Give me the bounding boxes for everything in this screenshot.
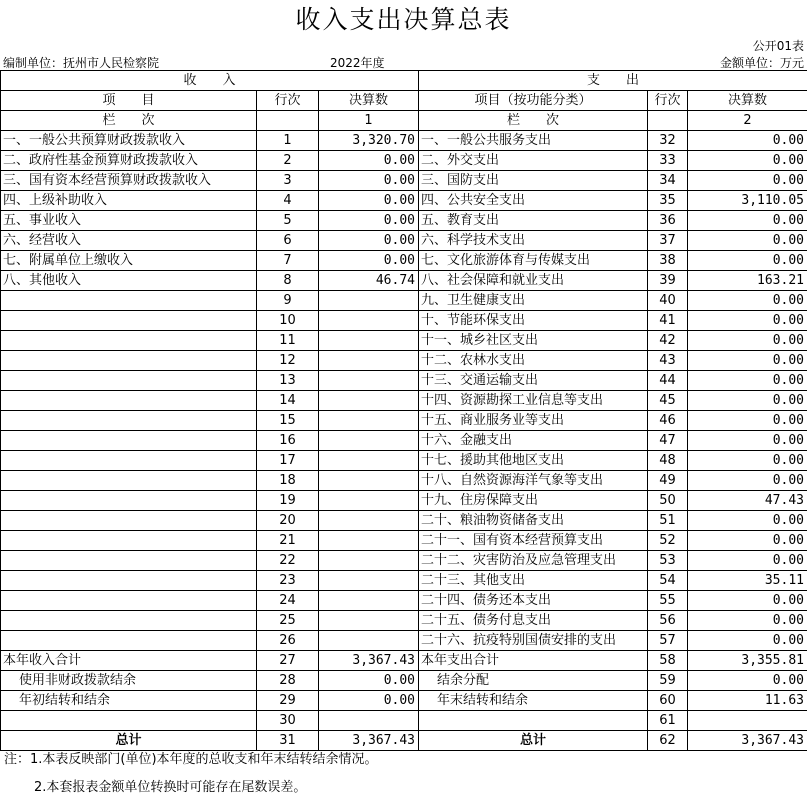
income-amount bbox=[319, 631, 419, 651]
income-line-no: 7 bbox=[257, 251, 319, 271]
income-item-name bbox=[1, 371, 257, 391]
expense-line-no: 35 bbox=[648, 191, 688, 211]
income-amount: 0.00 bbox=[319, 671, 419, 691]
income-amount bbox=[319, 291, 419, 311]
income-item-name bbox=[1, 431, 257, 451]
income-amount bbox=[319, 471, 419, 491]
expense-amount: 3,110.05 bbox=[688, 191, 807, 211]
expense-line-no: 46 bbox=[648, 411, 688, 431]
expense-line-no: 44 bbox=[648, 371, 688, 391]
income-line-no: 3 bbox=[257, 171, 319, 191]
income-amount bbox=[319, 391, 419, 411]
expense-item-name: 十一、城乡社区支出 bbox=[419, 331, 648, 351]
income-line-no: 17 bbox=[257, 451, 319, 471]
expense-amount: 0.00 bbox=[688, 331, 807, 351]
income-amount: 0.00 bbox=[319, 171, 419, 191]
expense-line-no: 49 bbox=[648, 471, 688, 491]
expense-item-name: 二十三、其他支出 bbox=[419, 571, 648, 591]
income-item-name bbox=[1, 591, 257, 611]
table-row bbox=[1, 631, 807, 651]
table-row bbox=[1, 651, 807, 671]
income-amount: 0.00 bbox=[319, 191, 419, 211]
expense-item-name: 五、教育支出 bbox=[419, 211, 648, 231]
income-item-name bbox=[1, 311, 257, 331]
table-row bbox=[1, 591, 807, 611]
income-line-no: 28 bbox=[257, 671, 319, 691]
expense-line-no: 39 bbox=[648, 271, 688, 291]
expense-line-no: 48 bbox=[648, 451, 688, 471]
income-amount bbox=[319, 511, 419, 531]
expense-line-no: 57 bbox=[648, 631, 688, 651]
income-amount bbox=[319, 451, 419, 471]
col-header-amount: 决算数 bbox=[319, 91, 419, 111]
income-item-name bbox=[1, 411, 257, 431]
expense-item-name: 二十五、债务付息支出 bbox=[419, 611, 648, 631]
col-header-line: 行次 bbox=[257, 91, 319, 111]
expense-amount: 0.00 bbox=[688, 511, 807, 531]
table-row bbox=[1, 691, 807, 711]
expense-line-no: 34 bbox=[648, 171, 688, 191]
income-amount: 0.00 bbox=[319, 211, 419, 231]
col-header-amount-2: 决算数 bbox=[688, 91, 807, 111]
expense-line-no: 53 bbox=[648, 551, 688, 571]
income-item-name: 七、附属单位上缴收入 bbox=[1, 251, 257, 271]
table-row bbox=[1, 731, 807, 751]
table-row bbox=[1, 491, 807, 511]
expense-item-name: 十二、农林水支出 bbox=[419, 351, 648, 371]
income-amount bbox=[319, 531, 419, 551]
expense-line-no: 61 bbox=[648, 711, 688, 731]
income-item-name bbox=[1, 551, 257, 571]
lanci-left: 1 bbox=[319, 111, 419, 131]
income-item-name: 八、其他收入 bbox=[1, 271, 257, 291]
income-amount bbox=[319, 551, 419, 571]
expense-line-no: 54 bbox=[648, 571, 688, 591]
table-row bbox=[1, 171, 807, 191]
expense-amount: 0.00 bbox=[688, 171, 807, 191]
income-item-name: 四、上级补助收入 bbox=[1, 191, 257, 211]
expense-item-name: 年末结转和结余 bbox=[419, 691, 648, 711]
income-amount: 3,367.43 bbox=[319, 731, 419, 751]
expense-item-name: 十九、住房保障支出 bbox=[419, 491, 648, 511]
income-item-name bbox=[1, 351, 257, 371]
expense-line-no: 62 bbox=[648, 731, 688, 751]
table-row bbox=[1, 671, 807, 691]
column-index-row bbox=[1, 111, 807, 131]
note-2: 2.本套报表金额单位转换时可能存在尾数误差。 bbox=[34, 780, 307, 795]
expense-amount: 0.00 bbox=[688, 451, 807, 471]
expense-item-name: 十五、商业服务业等支出 bbox=[419, 411, 648, 431]
expense-amount: 163.21 bbox=[688, 271, 807, 291]
income-amount bbox=[319, 371, 419, 391]
expense-item-name: 本年支出合计 bbox=[419, 651, 648, 671]
table-row bbox=[1, 231, 807, 251]
income-line-no: 30 bbox=[257, 711, 319, 731]
expense-item-name: 九、卫生健康支出 bbox=[419, 291, 648, 311]
income-item-name bbox=[1, 471, 257, 491]
income-amount bbox=[319, 491, 419, 511]
income-amount bbox=[319, 571, 419, 591]
income-line-no: 19 bbox=[257, 491, 319, 511]
column-header-row bbox=[1, 91, 807, 111]
expense-item-name: 六、科学技术支出 bbox=[419, 231, 648, 251]
table-row bbox=[1, 211, 807, 231]
expense-amount: 0.00 bbox=[688, 551, 807, 571]
income-line-no: 8 bbox=[257, 271, 319, 291]
income-line-no: 29 bbox=[257, 691, 319, 711]
expense-amount: 0.00 bbox=[688, 431, 807, 451]
expense-amount: 3,355.81 bbox=[688, 651, 807, 671]
income-amount bbox=[319, 711, 419, 731]
income-item-name: 一、一般公共预算财政拨款收入 bbox=[1, 131, 257, 151]
income-line-no: 23 bbox=[257, 571, 319, 591]
income-line-no: 14 bbox=[257, 391, 319, 411]
income-line-no: 25 bbox=[257, 611, 319, 631]
expense-line-no: 43 bbox=[648, 351, 688, 371]
expense-line-no: 50 bbox=[648, 491, 688, 511]
expense-item-name: 十四、资源勘探工业信息等支出 bbox=[419, 391, 648, 411]
expense-line-no: 40 bbox=[648, 291, 688, 311]
expense-line-no: 52 bbox=[648, 531, 688, 551]
table-row bbox=[1, 371, 807, 391]
expense-line-no: 37 bbox=[648, 231, 688, 251]
income-amount: 0.00 bbox=[319, 251, 419, 271]
expense-line-no: 33 bbox=[648, 151, 688, 171]
income-item-name: 使用非财政拨款结余 bbox=[1, 671, 257, 691]
income-amount: 3,367.43 bbox=[319, 651, 419, 671]
empty-cell bbox=[257, 111, 319, 131]
income-line-no: 20 bbox=[257, 511, 319, 531]
expense-amount: 0.00 bbox=[688, 411, 807, 431]
income-line-no: 31 bbox=[257, 731, 319, 751]
table-row bbox=[1, 571, 807, 591]
table-row bbox=[1, 271, 807, 291]
income-line-no: 10 bbox=[257, 311, 319, 331]
expense-item-name: 三、国防支出 bbox=[419, 171, 648, 191]
note-1: 注：1.本表反映部门(单位)本年度的总收支和年末结转结余情况。 bbox=[4, 752, 378, 767]
expense-line-no: 59 bbox=[648, 671, 688, 691]
table-row bbox=[1, 391, 807, 411]
expense-amount: 0.00 bbox=[688, 131, 807, 151]
expense-item-name: 二十、粮油物资储备支出 bbox=[419, 511, 648, 531]
expense-amount: 0.00 bbox=[688, 231, 807, 251]
expense-amount: 0.00 bbox=[688, 291, 807, 311]
income-amount bbox=[319, 351, 419, 371]
table-row bbox=[1, 331, 807, 351]
income-line-no: 5 bbox=[257, 211, 319, 231]
expense-item-name: 二十四、债务还本支出 bbox=[419, 591, 648, 611]
income-amount: 0.00 bbox=[319, 231, 419, 251]
income-line-no: 2 bbox=[257, 151, 319, 171]
income-line-no: 27 bbox=[257, 651, 319, 671]
expense-amount: 35.11 bbox=[688, 571, 807, 591]
section-header-row bbox=[1, 71, 807, 91]
expense-amount: 0.00 bbox=[688, 471, 807, 491]
col-header-item: 项 目 bbox=[1, 91, 257, 111]
expense-item-name: 总计 bbox=[419, 731, 648, 751]
income-item-name bbox=[1, 571, 257, 591]
income-section-header: 收 入 bbox=[1, 71, 419, 91]
income-item-name bbox=[1, 631, 257, 651]
report-year: 2022年度 bbox=[330, 56, 385, 70]
table-row bbox=[1, 291, 807, 311]
income-line-no: 21 bbox=[257, 531, 319, 551]
expense-item-name: 二、外交支出 bbox=[419, 151, 648, 171]
table-row bbox=[1, 471, 807, 491]
income-amount: 0.00 bbox=[319, 691, 419, 711]
lanci-label-2: 栏 次 bbox=[419, 111, 648, 131]
table-row bbox=[1, 711, 807, 731]
col-header-line-2: 行次 bbox=[648, 91, 688, 111]
income-item-name: 总计 bbox=[1, 731, 257, 751]
table-row bbox=[1, 551, 807, 571]
table-row bbox=[1, 151, 807, 171]
expense-line-no: 51 bbox=[648, 511, 688, 531]
expense-line-no: 38 bbox=[648, 251, 688, 271]
expense-amount: 0.00 bbox=[688, 151, 807, 171]
income-amount: 0.00 bbox=[319, 151, 419, 171]
col-header-item-func: 项目（按功能分类） bbox=[419, 91, 648, 111]
expense-amount: 0.00 bbox=[688, 251, 807, 271]
expense-amount: 0.00 bbox=[688, 311, 807, 331]
income-item-name: 五、事业收入 bbox=[1, 211, 257, 231]
expense-section-header: 支 出 bbox=[419, 71, 807, 91]
table-row bbox=[1, 611, 807, 631]
table-row bbox=[1, 191, 807, 211]
expense-amount: 11.63 bbox=[688, 691, 807, 711]
expense-item-name: 十六、金融支出 bbox=[419, 431, 648, 451]
table-row bbox=[1, 251, 807, 271]
income-item-name bbox=[1, 531, 257, 551]
expense-amount: 0.00 bbox=[688, 531, 807, 551]
expense-amount: 47.43 bbox=[688, 491, 807, 511]
expense-line-no: 45 bbox=[648, 391, 688, 411]
amount-unit: 金额单位：万元 bbox=[719, 56, 804, 70]
form-code: 公开01表 bbox=[752, 39, 804, 53]
expense-item-name: 二十六、抗疫特别国债安排的支出 bbox=[419, 631, 648, 651]
expense-item-name: 二十二、灾害防治及应急管理支出 bbox=[419, 551, 648, 571]
expense-item-name bbox=[419, 711, 648, 731]
income-amount: 46.74 bbox=[319, 271, 419, 291]
expense-amount: 0.00 bbox=[688, 631, 807, 651]
report-title: 收入支出决算总表 bbox=[295, 5, 512, 34]
expense-amount: 0.00 bbox=[688, 371, 807, 391]
income-item-name bbox=[1, 611, 257, 631]
income-line-no: 16 bbox=[257, 431, 319, 451]
expense-line-no: 42 bbox=[648, 331, 688, 351]
table-row bbox=[1, 311, 807, 331]
table-row bbox=[1, 351, 807, 371]
expense-line-no: 41 bbox=[648, 311, 688, 331]
expense-line-no: 55 bbox=[648, 591, 688, 611]
income-item-name bbox=[1, 491, 257, 511]
income-line-no: 1 bbox=[257, 131, 319, 151]
income-amount: 3,320.70 bbox=[319, 131, 419, 151]
income-item-name: 本年收入合计 bbox=[1, 651, 257, 671]
expense-line-no: 32 bbox=[648, 131, 688, 151]
income-line-no: 15 bbox=[257, 411, 319, 431]
income-item-name bbox=[1, 391, 257, 411]
income-line-no: 11 bbox=[257, 331, 319, 351]
income-item-name bbox=[1, 291, 257, 311]
table-row bbox=[1, 431, 807, 451]
table-row bbox=[1, 531, 807, 551]
income-line-no: 9 bbox=[257, 291, 319, 311]
lanci-label: 栏 次 bbox=[1, 111, 257, 131]
expense-item-name: 七、文化旅游体育与传媒支出 bbox=[419, 251, 648, 271]
expense-amount: 0.00 bbox=[688, 211, 807, 231]
expense-item-name: 十七、援助其他地区支出 bbox=[419, 451, 648, 471]
expense-amount: 0.00 bbox=[688, 671, 807, 691]
expense-item-name: 结余分配 bbox=[419, 671, 648, 691]
table-row bbox=[1, 411, 807, 431]
income-item-name: 六、经营收入 bbox=[1, 231, 257, 251]
income-line-no: 13 bbox=[257, 371, 319, 391]
income-item-name bbox=[1, 511, 257, 531]
income-item-name: 三、国有资本经营预算财政拨款收入 bbox=[1, 171, 257, 191]
expense-line-no: 56 bbox=[648, 611, 688, 631]
expense-amount: 0.00 bbox=[688, 391, 807, 411]
expense-item-name: 四、公共安全支出 bbox=[419, 191, 648, 211]
table-row bbox=[1, 451, 807, 471]
expense-amount: 3,367.43 bbox=[688, 731, 807, 751]
income-amount bbox=[319, 331, 419, 351]
income-amount bbox=[319, 311, 419, 331]
expense-item-name: 一、一般公共服务支出 bbox=[419, 131, 648, 151]
expense-amount: 0.00 bbox=[688, 611, 807, 631]
expense-item-name: 八、社会保障和就业支出 bbox=[419, 271, 648, 291]
expense-line-no: 47 bbox=[648, 431, 688, 451]
income-line-no: 6 bbox=[257, 231, 319, 251]
expense-line-no: 36 bbox=[648, 211, 688, 231]
income-line-no: 12 bbox=[257, 351, 319, 371]
income-amount bbox=[319, 431, 419, 451]
income-item-name: 年初结转和结余 bbox=[1, 691, 257, 711]
income-item-name bbox=[1, 711, 257, 731]
income-amount bbox=[319, 411, 419, 431]
unit-label: 编制单位：抚州市人民检察院 bbox=[3, 56, 160, 70]
income-amount bbox=[319, 611, 419, 631]
table-row bbox=[1, 131, 807, 151]
table-row bbox=[1, 511, 807, 531]
income-line-no: 26 bbox=[257, 631, 319, 651]
income-line-no: 4 bbox=[257, 191, 319, 211]
income-line-no: 18 bbox=[257, 471, 319, 491]
income-line-no: 22 bbox=[257, 551, 319, 571]
expense-line-no: 58 bbox=[648, 651, 688, 671]
income-item-name bbox=[1, 451, 257, 471]
income-item-name bbox=[1, 331, 257, 351]
expense-item-name: 十、节能环保支出 bbox=[419, 311, 648, 331]
income-expense-table bbox=[0, 70, 807, 751]
income-item-name: 二、政府性基金预算财政拨款收入 bbox=[1, 151, 257, 171]
expense-amount: 0.00 bbox=[688, 591, 807, 611]
expense-item-name: 十三、交通运输支出 bbox=[419, 371, 648, 391]
expense-amount: 0.00 bbox=[688, 351, 807, 371]
expense-line-no: 60 bbox=[648, 691, 688, 711]
lanci-right: 2 bbox=[688, 111, 807, 131]
expense-item-name: 二十一、国有资本经营预算支出 bbox=[419, 531, 648, 551]
expense-amount bbox=[688, 711, 807, 731]
income-amount bbox=[319, 591, 419, 611]
empty-cell bbox=[648, 111, 688, 131]
expense-item-name: 十八、自然资源海洋气象等支出 bbox=[419, 471, 648, 491]
income-line-no: 24 bbox=[257, 591, 319, 611]
